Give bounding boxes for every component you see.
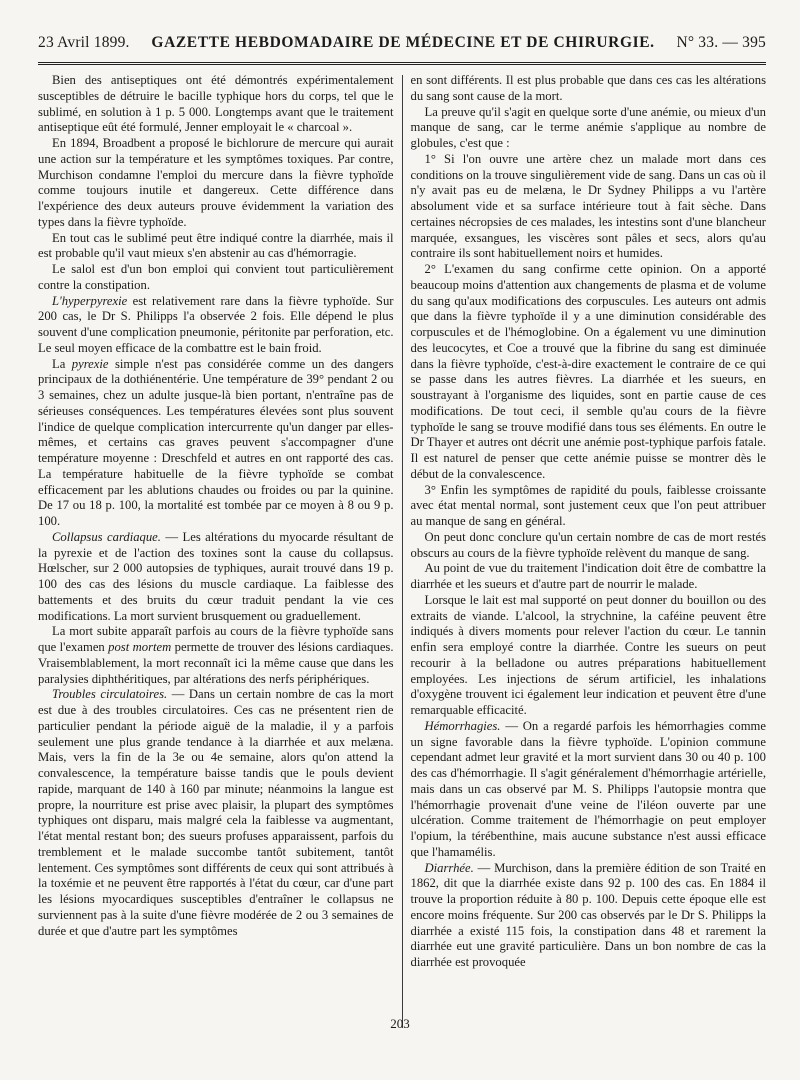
page-number: 203 [390,1016,410,1031]
paragraph [38,530,394,625]
header-rule-thick [38,62,766,63]
paragraph [411,105,767,152]
italic-lead: pyrexie [71,356,109,371]
paragraph [38,73,394,136]
paragraph-text: permette de trouver des lésions cardiaques. Vraisemblablement, la mort reconnaît ici la même cause que dans les paralysies diphthéritiques, par altérations des nerfs périphériques. [38,640,394,686]
paragraph-text: Lorsque le lait est mal supporté on peut donner du bouillon ou des extraits de viande. L'alcool, la strychnine, la caféine peuvent être indiqués à divers moments pour relever l'action du cœur. Le tannin enfin sera employé contre la diarrhée. Contre les sueurs on peut recourir à la belladone ou autres préparations habituellement employées. Les injections de sérum artificiel, les inhalations d'oxygène trouvent ici également leur indication et peuvent être d'une remarquable efficacité. [410,592,766,717]
italic-lead: Diarrhée. [424,860,474,875]
paragraph-text: 3° Enfin les symptômes de rapidité du pouls, faiblesse croissante avec état mental normal, sont justement ceux que l'on peut attribuer au manque de sang en général. [410,482,766,528]
left-column [38,73,394,1028]
paragraph [38,294,394,357]
paragraph-prefix: La [52,356,72,371]
italic-lead: L'hyperpyrexie [52,293,128,308]
paragraph [38,231,394,263]
paragraph-text: Bien des antiseptiques ont été démontrés expérimentalement susceptibles de détruire le bacille typhique hors du corps, tel que le sublimé, en solution à 1 p. 5 000. Longtemps avant que le traitement antiseptique eût été formulé, Jenner employait le « charcoal ». [38,73,394,135]
paragraph [411,73,767,105]
paragraph [411,719,767,861]
italic-lead: Troubles circulatoires. [52,687,168,702]
header-title: GAZETTE HEBDOMADAIRE DE MÉDECINE ET DE CHIRURGIE. [151,34,655,51]
paragraph-text: — Les altérations du myocarde résultant de la pyrexie et de l'action des toxines sont la cause du collapsus. Hœlscher, sur 2 000 autopsies de typhiques, aurait trouvé dans 19 p. 100 des cas des lésions du muscle cardiaque. La faiblesse des battements et des bruits du cœur traduit pendant la vie ces modifications. La mort survient brusquement ou graduellement. [38,529,394,623]
paragraph-text: est relativement rare dans la fièvre typhoïde. Sur 200 cas, le Dr S. Philipps l'a observée 2 fois. Elle dépend le plus souvent d'une complication pneumonie, péritonite par perforation, etc. Le seul moyen efficace de la combattre est le bain froid. [38,293,394,355]
paragraph [411,561,767,593]
paragraph-text: 2° L'examen du sang confirme cette opinion. On a apporté beaucoup moins d'attention aux changements de plasma et de volume du sang qu'aux modifications des corpuscules. Les auteurs ont admis que dans la fièvre typhoïde il y a une diminution considérable des corpuscules et de l'hémoglobine. On a également vu une diminution des leucocytes, et Coe a trouvé que la fibrine du sang est diminuée dans la fièvre typhoïde, c'est-à-dire exactement le contraire de ce qui se passe dans les autres fièvres. La diarrhée et les sueurs, en soustrayant à l'organisme des liquides, sont en partie cause de ces modifications. De tout ceci, il semble qu'au cours de la fièvre typhoïde le sang se trouve modifié dans tous ses éléments. En outre le Dr Thayer et autres ont décrit une anémie post-typhique parfois fatale. Il est naturel de penser que cette anémie puisse se montrer dès le début de la convalescence. [410,262,766,481]
text-columns [38,73,766,1028]
paragraph-text: simple n'est pas considérée comme un des dangers principaux de la dothiénentérie. Une température de 39° pendant 2 ou 3 semaines, chez un adulte jusque-là bien portant, n'entraîne pas de sérieuses conséquences. Les températures élevées sont plus souvent l'indice de quelque complication intercurrente qu'un danger par elles-mêmes, et certains cas graves peuvent s'accompagner d'une température moyenne : Dreschfeld et autres en ont rapporté des cas. La température habituelle de la fièvre typhoïde se combat efficacement par les ablutions chaudes ou froides ou par la quinine. De 17 ou 18 p. 100, la mortalité est tombée par ce moyen à 8 ou 9 p. 100. [38,356,394,528]
paragraph [411,593,767,719]
paragraph [411,152,767,262]
paragraph-text: 1° Si l'on ouvre une artère chez un malade mort dans ces conditions on la trouve singulièrement vide de sang. Dans un cas où il n'y avait pas eu de melæna, le Dr Sydney Philipps a vu l'artère absolument vide et sa surface intérieure tout à fait sèche. Dans certaines nécropsies de ces malades, les intestins sont d'une blancheur marquée, exsangues, les viscères sont pâles et secs, alors qu'au contraire ils sont habituellement noirs et humides. [410,151,766,261]
paragraph [411,861,767,971]
header-rule-thin [38,64,766,65]
paragraph-text: La preuve qu'il s'agit en quelque sorte d'une anémie, ou mieux d'un manque de sang, car le terme anémie s'applique au nombre de globules, c'est que : [410,104,766,150]
paragraph-text: Au point de vue du traitement l'indication doit être de combattre la diarrhée et les sueurs et d'autre part de nourrir le malade. [410,561,766,591]
header-date: 23 Avril 1899. [38,34,130,51]
paragraph-prefix: La mort subite apparaît parfois au cours de la fièvre typhoïde sans que l'examen [38,624,394,654]
italic-lead: Collapsus cardiaque. [52,529,161,544]
paragraph-text: — Murchison, dans la première édition de son Traité en 1862, dit que la diarrhée existe dans 92 p. 100 des cas. En 1884 il trouve la proportion réduite à 80 p. 100. Depuis cette époque elle est encore moins fréquente. Sur 200 cas observés par le Dr S. Philipps la diarrhée a existé 115 fois, la constipation dans 48 et rarement la diarrhée eut une gravité particulière. Dans un bon nombre de cas la diarrhée est provoquée [410,860,766,969]
paragraph-text: On peut donc conclure qu'un certain nombre de cas de mort restés obscurs au cours de la fièvre typhoïde relèvent du manque de sang. [410,529,766,560]
paragraph [411,483,767,530]
paragraph-text: Le salol est d'un bon emploi qui convient tout particulièrement contre la constipation. [38,262,394,292]
header-issue: N° 33. — 395 [676,34,766,51]
paragraph-text: en sont différents. Il est plus probable que dans ces cas les altérations du sang sont cause de la mort. [410,73,766,103]
right-column [411,73,767,1028]
italic-lead: Hémorrhagies. [424,718,501,733]
paragraph [38,136,394,231]
paragraph-text: — Dans un certain nombre de cas la mort est due à des troubles circulatoires. Ces cas ne présentent rien de particulier pendant la période aiguë de la maladie, il y a parfois seulement une plus grande tendance à la diarrhée et aux melæna. Mais, vers la fin de la 3e ou 4e semaine, alors qu'on attend la convalescence, la température baisse tandis que le pouls devient rapide, marquant de 140 à 160 par minute; néanmoins la langue est propre, la nourriture est prise avec plaisir, la plupart des symptômes typhiques ont disparu, mais malgré cela la faiblesse va augmentant, l'état mental restant bon; des sueurs profuses apparaissent, parfois du tremblement et le malade succombe tantôt subitement, tantôt lentement. Ces symptômes sont différents de ceux qui sont attribués à la toxémie et ne peuvent être rapportés à l'état du cœur, car d'une part les lésions myocardiques susceptibles d'entraîner le collapsus ne surviennent pas à la suite d'une fièvre modérée de 2 ou 3 semaines de durée et que d'autre part les symptômes [38,687,394,938]
paragraph [411,262,767,483]
paragraph [411,530,767,562]
italic-lead: post mortem [108,640,172,654]
paragraph-text: — On a regardé parfois les hémorrhagies comme un signe favorable dans la fièvre typhoïde. L'opinion commune cependant admet leur gravité et la mort survient dans 30 ou 40 p. 100 des cas d'hémorrhagie. Il s'agit généralement d'hémorrhagie artérielle, mais dans un cas observé par M. S. Philipps l'autopsie montra que l'hémorrhagie provenait d'une veine de l'iléon ouverte par une ulcération. Comme traitement de l'hémorrhagie on peut employer l'opium, la térébenthine, mais aucune substance n'est aussi efficace que l'hamamélis. [410,718,766,859]
running-header [38,34,766,60]
paragraph-text: En tout cas le sublimé peut être indiqué contre la diarrhée, mais il est probable qu'il vaut mieux s'en abstenir au cas d'hémorragie. [38,230,394,261]
column-separator [402,75,403,1028]
paragraph-text: En 1894, Broadbent a proposé le bichlorure de mercure qui aurait une action sur la température et les symptômes toxiques. Par contre, Murchison condamne l'emploi du mercure dans la fièvre typhoïde comme toujours inutile et dangereux. Cette différence dans l'expérience des deux auteurs prouve évidemment la variation des types dans la fièvre typhoïde. [38,136,394,229]
paragraph [38,262,394,294]
paragraph [38,624,394,687]
paragraph [38,357,394,530]
paragraph [38,687,394,939]
